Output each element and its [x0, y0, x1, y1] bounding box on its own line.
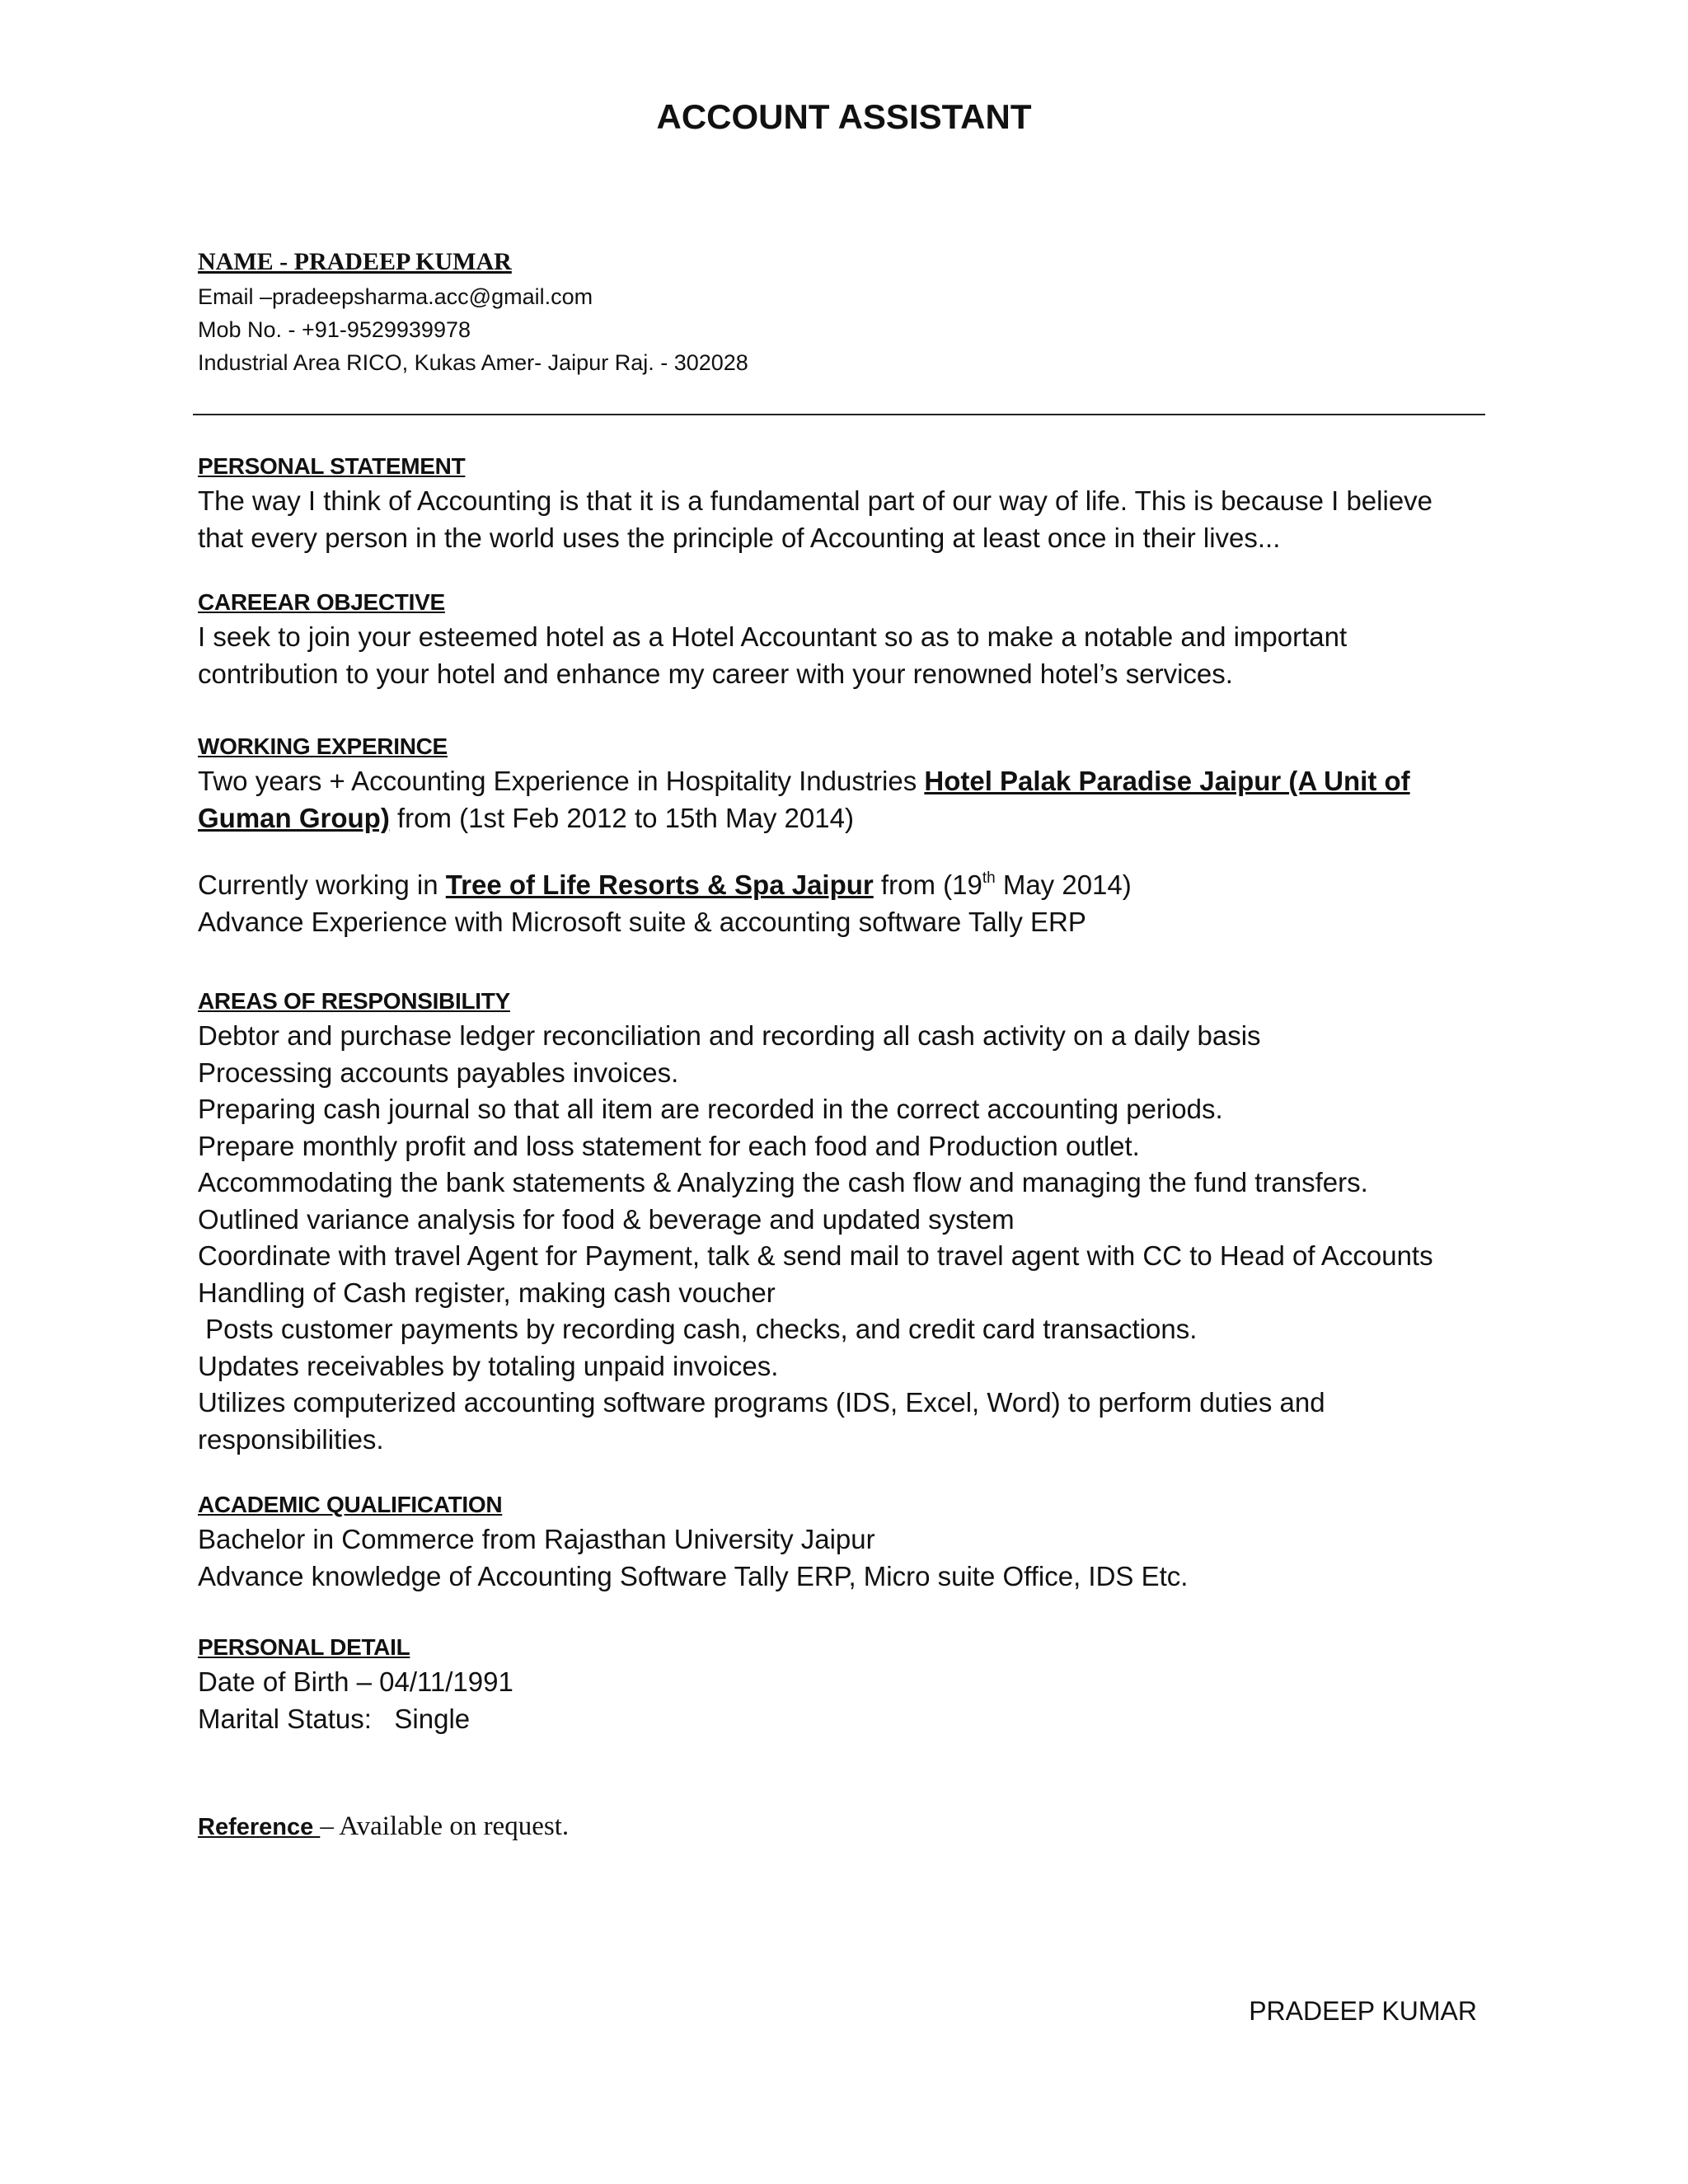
current-employment-line: [198, 867, 1500, 904]
section-heading: PERSONAL STATEMENT: [198, 453, 466, 479]
reference-text: – Available on request.: [320, 1811, 570, 1841]
body-line: Advance knowledge of Accounting Software Tally ERP, Micro suite Office, IDS Etc.: [198, 1560, 1189, 1591]
address-line: Industrial Area RICO, Kukas Amer- Jaipur Raj. - 302028: [198, 350, 748, 375]
section-heading: ACADEMIC QUALIFICATION: [198, 1492, 503, 1517]
list-item: Prepare monthly profit and loss statement for each food and Production outlet.: [198, 1130, 1140, 1161]
list-item: Preparing cash journal so that all item are recorded in the correct accounting periods.: [198, 1094, 1223, 1124]
mobile-line: Mob No. - +91-9529939978: [198, 317, 471, 342]
list-item: Utilizes computerized accounting software programs (IDS, Excel, Word) to perform duties and: [198, 1387, 1325, 1418]
section-heading: AREAS OF RESPONSIBILITY: [198, 988, 510, 1014]
list-item: Coordinate with travel Agent for Payment, talk & send mail to travel agent with CC to Head of Accounts: [198, 1240, 1433, 1271]
footer-name: PRADEEP KUMAR: [1249, 1996, 1477, 2026]
list-item: Posts customer payments by recording cash, checks, and credit card transactions.: [198, 1314, 1198, 1344]
current-date: May 2014): [995, 869, 1132, 900]
reference-label: Reference: [198, 1814, 321, 1840]
career-objective-section: [198, 586, 1500, 692]
reference-line: [198, 1810, 569, 1842]
responsibilities-section: [198, 985, 1500, 1458]
header-divider: [193, 414, 1485, 415]
experience-text: Two years + Accounting Experience in Hospitality Industries: [198, 766, 925, 796]
body-line: Marital Status: Single: [198, 1703, 471, 1734]
current-prefix: Currently working in: [198, 869, 446, 900]
candidate-name: NAME - PRADEEP KUMAR: [198, 248, 512, 275]
email-line: Email –pradeepsharma.acc@gmail.com: [198, 284, 593, 309]
body-line: Advance Experience with Microsoft suite & accounting software Tally ERP: [198, 906, 1086, 937]
body-line: The way I think of Accounting is that it is a fundamental part of our way of life. This is because I believe: [198, 485, 1433, 516]
ordinal-suffix: th: [982, 869, 996, 887]
experience-dates: from (1st Feb 2012 to 15th May 2014): [389, 802, 854, 833]
working-experience-section: [198, 730, 1500, 837]
contact-header: [198, 244, 748, 379]
current-from: from (19: [873, 869, 982, 900]
academic-section: [198, 1488, 1500, 1595]
experience-line-1: [198, 763, 1500, 800]
section-heading: WORKING EXPERINCE: [198, 733, 448, 759]
list-item: Updates receivables by totaling unpaid invoices.: [198, 1350, 779, 1381]
current-employment-section: [198, 867, 1500, 940]
document-title: ACCOUNT ASSISTANT: [656, 97, 1032, 136]
list-item: Debtor and purchase ledger reconciliation and recording all cash activity on a daily basis: [198, 1020, 1261, 1051]
personal-detail-section: [198, 1631, 1500, 1737]
employer-group: Guman Group): [198, 802, 390, 833]
current-employer: Tree of Life Resorts & Spa Jaipur: [445, 869, 874, 900]
list-item: Outlined variance analysis for food & beverage and updated system: [198, 1203, 1015, 1235]
list-item: Processing accounts payables invoices.: [198, 1057, 679, 1088]
personal-statement-section: [198, 450, 1500, 556]
body-line: contribution to your hotel and enhance my career with your renowned hotel’s services.: [198, 658, 1233, 689]
list-item: responsibilities.: [198, 1423, 384, 1455]
body-line: Date of Birth – 04/11/1991: [198, 1666, 513, 1697]
employer-name: Hotel Palak Paradise Jaipur (A Unit of: [924, 766, 1410, 796]
list-item: Accommodating the bank statements & Analyzing the cash flow and managing the fund transfers.: [198, 1167, 1368, 1197]
section-heading: PERSONAL DETAIL: [198, 1634, 410, 1660]
list-item: Handling of Cash register, making cash voucher: [198, 1277, 776, 1308]
section-heading: CAREEAR OBJECTIVE: [198, 589, 445, 615]
experience-line-2: [198, 800, 1500, 837]
body-line: I seek to join your esteemed hotel as a Hotel Accountant so as to make a notable and important: [198, 621, 1348, 652]
body-line: Bachelor in Commerce from Rajasthan University Jaipur: [198, 1524, 875, 1554]
body-line: that every person in the world uses the principle of Accounting at least once in their lives...: [198, 522, 1281, 553]
